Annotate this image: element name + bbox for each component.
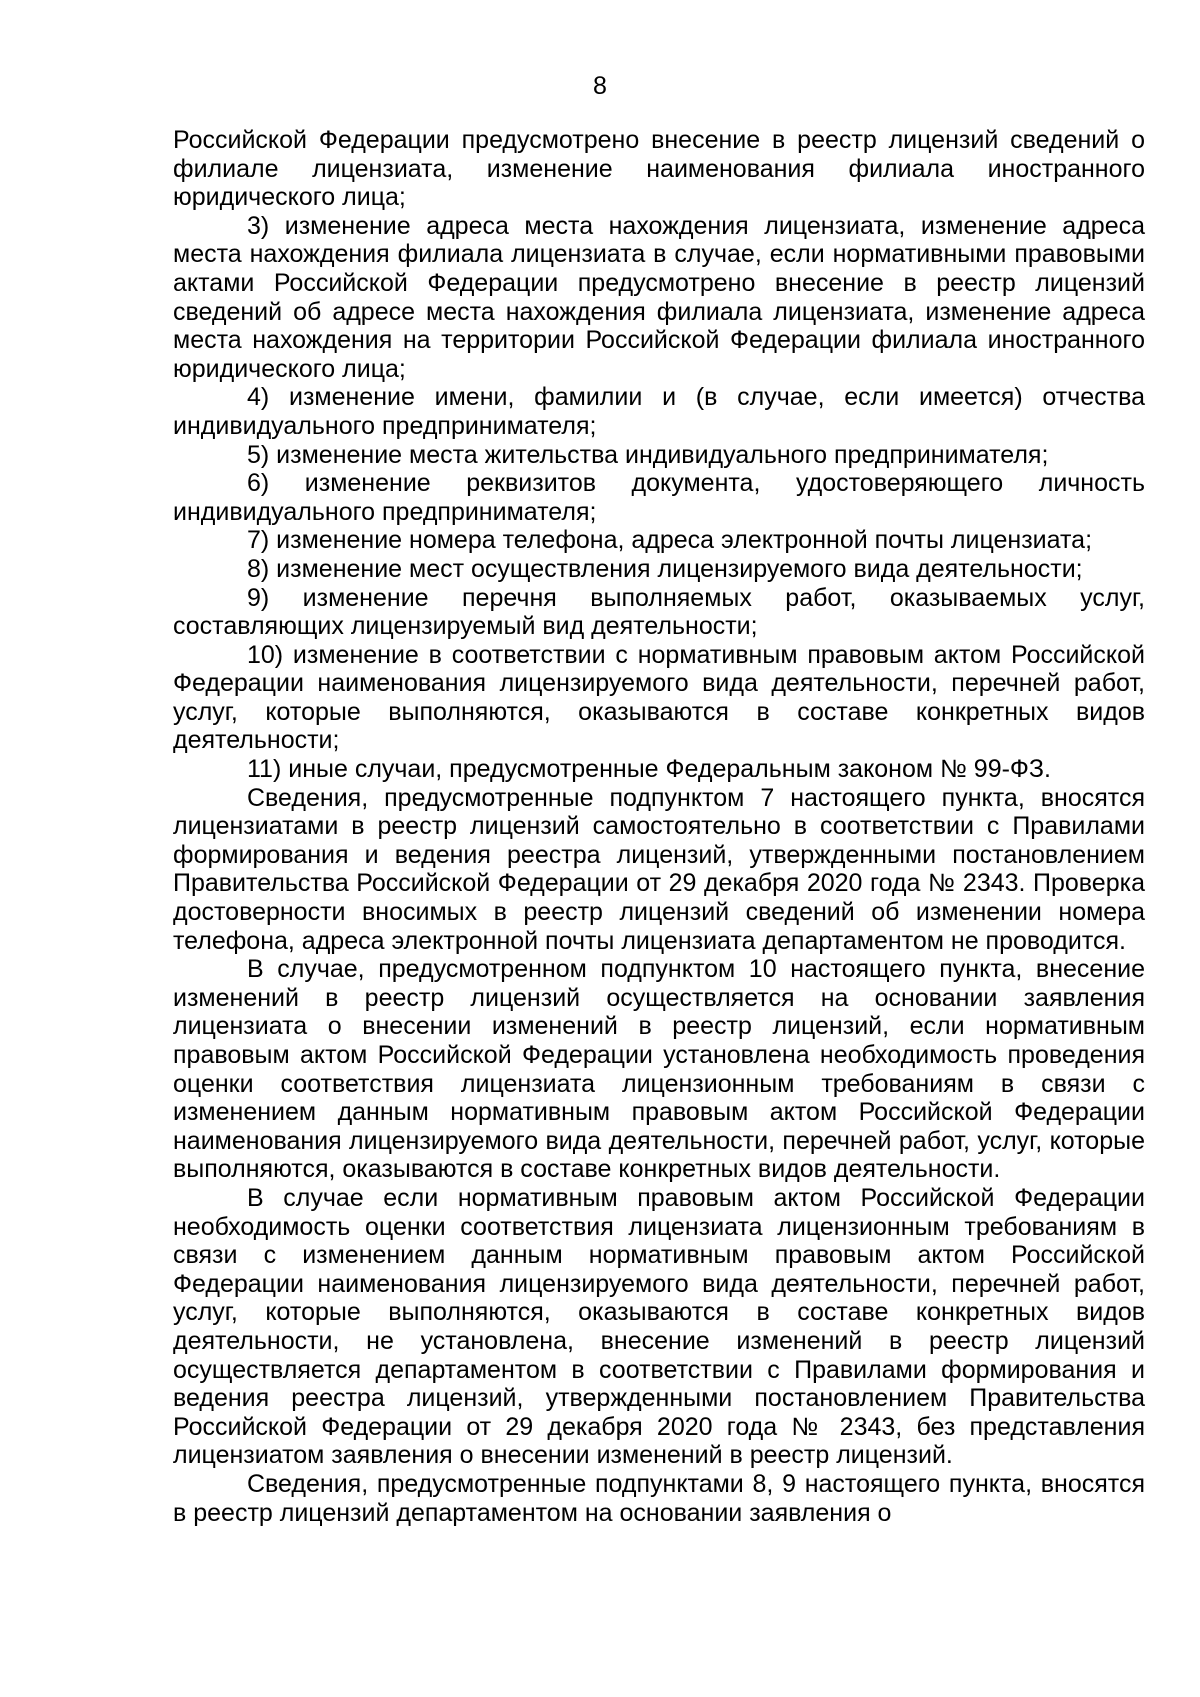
list-item-5: 5) изменение места жительства индивидуального предпринимателя; xyxy=(247,440,1049,469)
list-item-8: 8) изменение мест осуществления лицензируемого вида деятельности; xyxy=(247,554,1083,583)
list-item-4: 4) изменение имени, фамилии и (в случае, если имеется) отчества индивидуального предпринимателя; xyxy=(173,383,1145,440)
paragraph-subpoints-8-9-info: Сведения, предусмотренные подпунктами 8, 9 настоящего пункта, вносятся в реестр лицензий департаментом на основании заявления о xyxy=(173,1469,1145,1527)
document-body xyxy=(173,126,1145,1527)
list-item-3: 3) изменение адреса места нахождения лицензиата, изменение адреса места нахождения филиала лицензиата в случае, если нормативными правовыми актами Российской Федерации предусмотрено внесение в реестр лицензий сведений об адресе места нахождения филиала лицензиата, изменение адреса места нахождения на территории Российской Федерации филиала иностранного юридического лица; xyxy=(173,211,1145,383)
paragraph-subpoint-10-case: В случае, предусмотренном подпунктом 10 настоящего пункта, внесение изменений в реестр лицензий осуществляется на основании заявления лицензиата о внесении изменений в реестр лицензий, если нормативным правовым актом Российской Федерации установлена необходимость проведения оценки соответствия лицензиата лицензионным требованиям в связи с изменением данным нормативным правовым актом Российской Федерации наименования лицензируемого вида деятельности, перечней работ, услуг, которые выполняются, оказываются в составе конкретных видов деятельности. xyxy=(173,955,1145,1184)
list-item-11: 11) иные случаи, предусмотренные Федеральным законом № 99-ФЗ. xyxy=(247,755,1051,784)
list-item-9: 9) изменение перечня выполняемых работ, оказываемых услуг, составляющих лицензируемый вид деятельности; xyxy=(173,583,1145,641)
list-item-10: 10) изменение в соответствии с нормативным правовым актом Российской Федерации наименования лицензируемого вида деятельности, перечней работ, услуг, которые выполняются, оказываются в составе конкретных видов деятельности; xyxy=(173,640,1145,755)
list-item-7: 7) изменение номера телефона, адреса электронной почты лицензиата; xyxy=(247,526,1093,555)
page-number: 8 xyxy=(593,72,607,100)
paragraph-no-assessment-case: В случае если нормативным правовым актом Российской Федерации необходимость оценки соответствия лицензиата лицензионным требованиям в связи с изменением данным нормативным правовым актом Российской Федерации наименования лицензируемого вида деятельности, перечней работ, услуг, которые выполняются, оказываются в составе конкретных видов деятельности, не установлена, внесение изменений в реестр лицензий осуществляется департаментом в соответствии с Правилами формирования и ведения реестра лицензий, утвержденными постановлением Правительства Российской Федерации от 29 декабря 2020 года № 2343, без представления лицензиатом заявления о внесении изменений в реестр лицензий. xyxy=(173,1183,1145,1470)
paragraph-subpoint-7-info: Сведения, предусмотренные подпунктом 7 настоящего пункта, вносятся лицензиатами в реестр лицензий самостоятельно в соответствии с Правилами формирования и ведения реестра лицензий, утвержденными постановлением Правительства Российской Федерации от 29 декабря 2020 года № 2343. Проверка достоверности вносимых в реестр лицензий сведений об изменении номера телефона, адреса электронной почты лицензиата департаментом не проводится. xyxy=(173,783,1145,955)
list-item-6: 6) изменение реквизитов документа, удостоверяющего личность индивидуального предпринимателя; xyxy=(173,469,1145,526)
paragraph-continuation: Российской Федерации предусмотрено внесение в реестр лицензий сведений о филиале лицензиата, изменение наименования филиала иностранного юридического лица; xyxy=(173,126,1145,212)
